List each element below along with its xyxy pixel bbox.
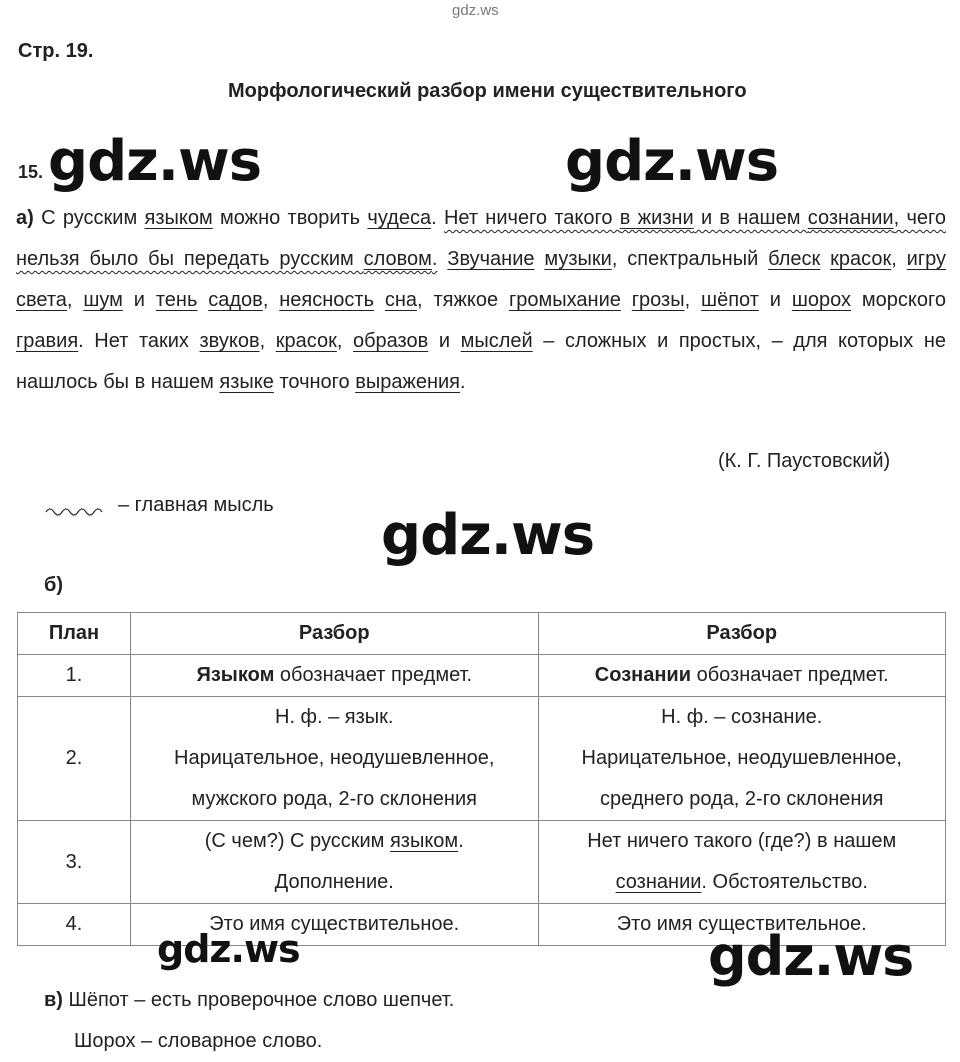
cell-line: Нарицательное, неодушевленное, [581, 747, 902, 769]
text-run: , [336, 330, 353, 352]
text-run: , спектральный [611, 248, 769, 270]
watermark: gdz.ws [381, 503, 595, 568]
plan-number: 1. [18, 655, 131, 697]
watermark: gdz.ws [708, 925, 914, 988]
text-run: , [259, 330, 276, 352]
underlined-word: тень [155, 289, 198, 311]
exercise-body [16, 207, 946, 393]
cell-line: мужского рода, 2-го склонения [191, 788, 477, 810]
part-v [44, 980, 454, 1062]
cell-line [545, 862, 940, 903]
part-v-line: Шорох – словарное слово. [74, 1030, 323, 1052]
part-v-text: Шёпот – есть проверочное слово шепчет. [62, 989, 455, 1011]
text-run: , [891, 248, 907, 270]
underlined-word: выражения [355, 371, 461, 393]
table-row [18, 655, 946, 697]
underlined-word: в жизни [619, 207, 694, 229]
cell-line: Нет ничего такого (где?) в нашем [587, 830, 897, 852]
cell-line: Н. ф. – сознание. [661, 706, 823, 728]
main-idea-text: , чего нельзя было бы передать русским [16, 207, 946, 270]
text-run: – сложных и простых, – для которых не нашлось бы в нашем [16, 330, 946, 393]
underlined-word: садов [208, 289, 263, 311]
page-reference: Стр. 19. [18, 40, 94, 62]
underlined-word: света [16, 289, 67, 311]
text-run: , тяжкое [417, 289, 509, 311]
text-run [820, 248, 830, 270]
underlined-word: грозы [631, 289, 685, 311]
text-run: С русским [33, 207, 145, 229]
underlined-word: сна [384, 289, 418, 311]
table-row [18, 697, 946, 821]
site-mark: gdz.ws [452, 2, 499, 19]
underlined-word: языке [219, 371, 274, 393]
underlined-word: шум [83, 289, 123, 311]
header-parse-right: Разбор [538, 613, 946, 655]
underlined-word: блеск [768, 248, 821, 270]
text-run: . Обстоятельство. [701, 871, 868, 893]
parse-cell-left [131, 655, 539, 697]
bold-word: Языком [196, 664, 275, 686]
bold-word: Сознании [594, 664, 692, 686]
main-idea-text: Нет ничего такого [443, 207, 620, 229]
underlined-word: гравия [16, 330, 79, 352]
text-run [437, 248, 447, 270]
exercise-text [16, 198, 946, 403]
exercise-number: 15. [18, 162, 44, 182]
parse-cell-left [131, 821, 539, 904]
wavy-line-icon [44, 504, 108, 520]
underlined-word: шёпот [701, 289, 759, 311]
text-run: . [458, 830, 464, 852]
text-run: можно творить [212, 207, 368, 229]
table-row [18, 821, 946, 904]
watermark: gdz.ws [48, 129, 262, 194]
main-idea-text: . [431, 248, 438, 270]
plan-number: 3. [18, 821, 131, 904]
plan-number: 2. [18, 697, 131, 821]
text-run: . [431, 207, 444, 229]
text-run: обозначает предмет. [274, 664, 473, 686]
text-run: морского [851, 289, 946, 311]
cell-line: Нарицательное, неодушевленное, [174, 747, 495, 769]
underlined-word: мыслей [460, 330, 533, 352]
underlined-word: красок [275, 330, 337, 352]
text-run: . Нет таких [78, 330, 200, 352]
part-v-label: в) [44, 989, 63, 1011]
part-a-label: а) [16, 207, 34, 229]
underlined-word: громыхание [508, 289, 621, 311]
parse-cell-right [538, 655, 946, 697]
underlined-word: игру [906, 248, 947, 270]
text-run: , [684, 289, 702, 311]
legend-text: – главная мысль [118, 493, 274, 516]
cell-line: Дополнение. [274, 871, 394, 893]
underlined-word: словом [363, 248, 432, 270]
parse-cell-right: Это имя существительное. [538, 904, 946, 946]
cell-line: среднего рода, 2-го склонения [600, 788, 884, 810]
parse-cell-right [538, 821, 946, 904]
parse-table [17, 612, 946, 946]
page-title: Морфологический разбор имени существительного [228, 80, 747, 102]
cell-line: Н. ф. – язык. [275, 706, 394, 728]
underlined-word: языком [389, 830, 459, 852]
underlined-word: сознании [615, 871, 702, 893]
main-idea-text [808, 207, 894, 229]
underlined-word: шорох [791, 289, 852, 311]
text-run: обозначает предмет. [691, 664, 889, 686]
underlined-word: сознании [807, 207, 894, 229]
plan-number: 4. [18, 904, 131, 946]
watermark: gdz.ws [157, 927, 300, 971]
main-idea-text [364, 248, 432, 270]
underlined-word: языком [144, 207, 213, 229]
main-idea-text [620, 207, 694, 229]
text-run: и [122, 289, 156, 311]
text-run: , [66, 289, 84, 311]
parse-cell-right [538, 697, 946, 821]
underlined-word: образов [352, 330, 429, 352]
text-run: и [758, 289, 792, 311]
part-b-label: б) [44, 574, 64, 596]
header-parse-left: Разбор [131, 613, 539, 655]
part-v-line [44, 980, 454, 1021]
text-run [535, 248, 545, 270]
underlined-word: чудеса [367, 207, 432, 229]
parse-cell-left [131, 697, 539, 821]
text-run: и [428, 330, 461, 352]
watermark: gdz.ws [565, 129, 779, 194]
table-header-row [18, 613, 946, 655]
text-run [374, 289, 385, 311]
text-run [621, 289, 632, 311]
text-run: . [460, 371, 466, 393]
header-plan: План [18, 613, 131, 655]
parse-cell-left: Это имя существительное. [131, 904, 539, 946]
text-run: (С чем?) С русским [204, 830, 390, 852]
text-run: точного [273, 371, 356, 393]
text-run [197, 289, 208, 311]
author-attribution: (К. Г. Паустовский) [718, 450, 891, 472]
underlined-word: неясность [279, 289, 374, 311]
cell-line [137, 821, 532, 862]
underlined-word: звуков [199, 330, 260, 352]
text-run: , [262, 289, 280, 311]
underlined-word: музыки [544, 248, 612, 270]
underlined-word: Звучание [447, 248, 535, 270]
underlined-word: красок [830, 248, 892, 270]
legend [44, 490, 274, 520]
main-idea-text: и в нашем [693, 207, 808, 229]
